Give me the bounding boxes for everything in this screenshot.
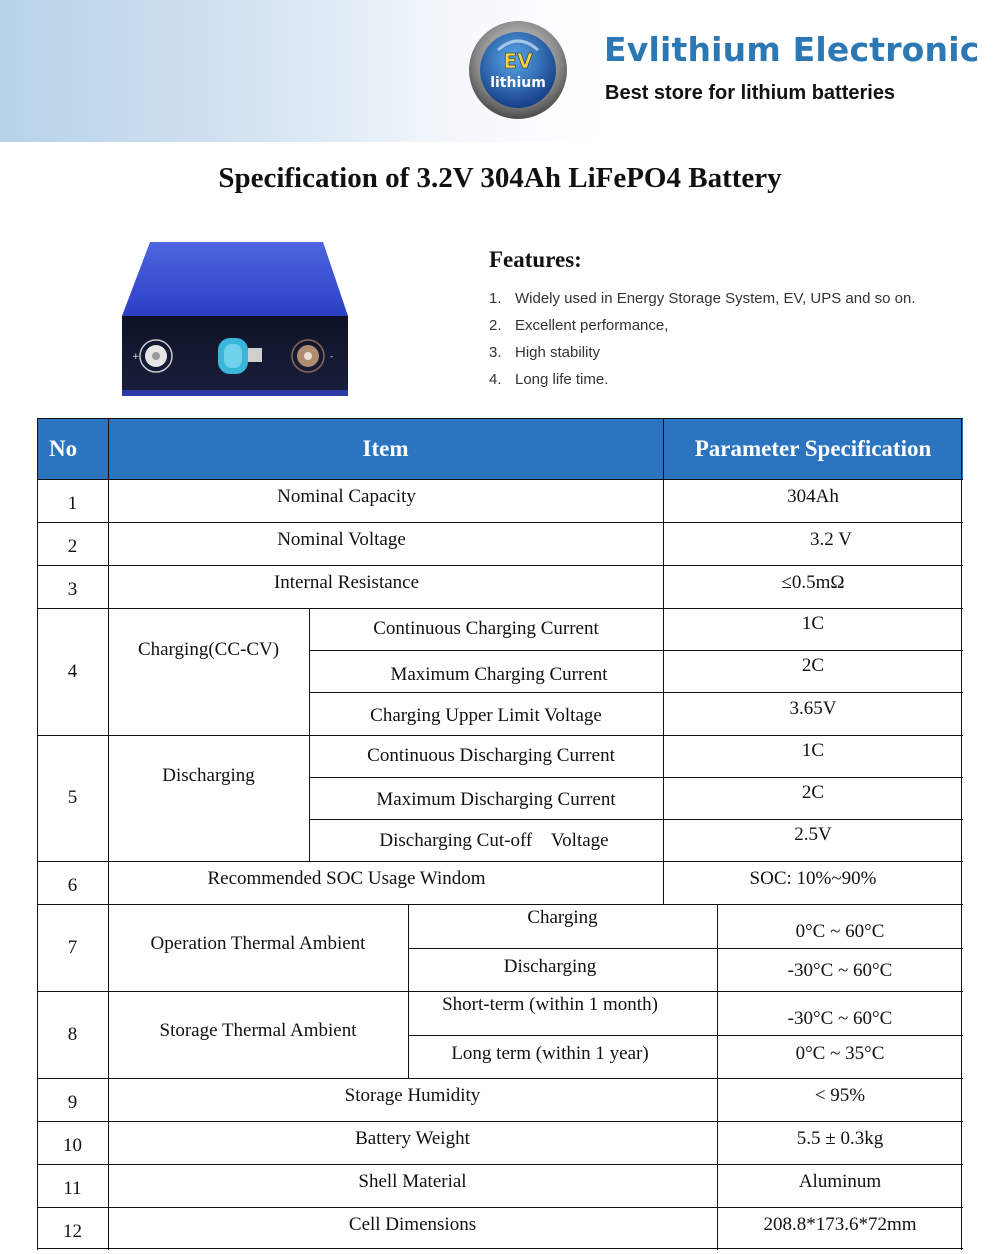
feature-text: Widely used in Energy Storage System, EV, UPS and so on.: [515, 290, 916, 307]
brand-tagline: Best store for lithium batteries: [605, 82, 896, 104]
table-rule: [408, 948, 963, 949]
brand-name: Evlithium Electronic: [604, 30, 980, 69]
row-value: 3.65V: [789, 697, 837, 719]
table-rule: [37, 904, 963, 905]
table-rule: [309, 777, 963, 778]
row-sub-item: Charging Upper Limit Voltage: [370, 704, 602, 726]
row-value: 2.5V: [794, 824, 832, 845]
feature-item: [489, 342, 916, 369]
table-rule: [37, 735, 963, 736]
row-value: 304Ah: [787, 485, 839, 507]
row-group-label: Discharging: [162, 765, 255, 786]
table-rule: [108, 418, 109, 1250]
features-list: [489, 288, 916, 396]
table-rule: [37, 479, 963, 480]
feature-number: 2.: [489, 317, 502, 334]
table-rule: [961, 418, 962, 1250]
table-rule: [37, 1078, 963, 1079]
row-item: Shell Material: [358, 1170, 467, 1192]
logo-text-ev: EV: [503, 49, 533, 73]
header-no: No: [37, 418, 108, 479]
row-sub-item: Continuous Discharging Current: [367, 745, 615, 766]
table-rule: [408, 904, 409, 1078]
row-value: 0°C ~ 35°C: [795, 1042, 885, 1064]
table-rule: [37, 418, 963, 419]
table-rule: [309, 608, 310, 861]
row-item: Battery Weight: [355, 1127, 470, 1149]
logo-text-lithium: lithium: [490, 75, 546, 91]
table-rule: [408, 1035, 963, 1036]
row-item: Recommended SOC Usage Windom: [207, 867, 486, 889]
row-no: 3: [67, 578, 78, 600]
row-sub-item: Long term (within 1 year): [451, 1042, 649, 1064]
row-value: -30°C ~ 60°C: [787, 959, 893, 981]
header-parameter: Parameter Specification: [663, 418, 963, 479]
feature-text: High stability: [515, 344, 601, 361]
header-banner: [0, 0, 1000, 142]
row-item: Internal Resistance: [273, 571, 420, 593]
row-value: 3.2 V: [810, 528, 852, 550]
table-rule: [309, 650, 963, 651]
row-value: < 95%: [814, 1084, 866, 1106]
feature-number: 3.: [489, 344, 502, 361]
battery-cell-image: [120, 240, 350, 400]
row-no: 8: [67, 1023, 78, 1045]
table-rule: [663, 418, 664, 904]
table-rule: [37, 608, 963, 609]
row-no: 6: [67, 874, 78, 896]
feature-number: 4.: [489, 371, 502, 388]
row-value: 5.5 ± 0.3kg: [796, 1127, 884, 1149]
table-rule: [37, 1164, 963, 1165]
row-item: Nominal Voltage: [277, 528, 406, 550]
feature-number: 1.: [489, 290, 502, 307]
table-rule: [37, 1121, 963, 1122]
table-rule: [717, 904, 718, 1250]
table-rule: [37, 861, 963, 862]
row-value: 1C: [801, 740, 825, 761]
document-title: Specification of 3.2V 304Ah LiFePO4 Battery: [218, 162, 782, 194]
header-item: Item: [108, 418, 663, 479]
row-item: Cell Dimensions: [348, 1213, 477, 1235]
row-no: 12: [63, 1220, 82, 1242]
table-rule: [37, 991, 963, 992]
feature-item: [489, 369, 916, 396]
row-item: Storage Humidity: [344, 1084, 481, 1106]
specification-table: [37, 418, 963, 1250]
feature-text: Long life time.: [515, 371, 609, 388]
row-item: Nominal Capacity: [277, 485, 416, 507]
plus-sign: +: [132, 352, 140, 362]
feature-text: Excellent performance,: [515, 317, 669, 334]
evlithium-logo: [468, 20, 568, 120]
row-group-label: Operation Thermal Ambient: [150, 932, 366, 954]
row-no: 9: [67, 1091, 78, 1113]
table-rule: [37, 1248, 963, 1249]
row-sub-item: Discharging: [503, 955, 597, 977]
row-no: 7: [67, 936, 78, 958]
row-no: 4: [67, 660, 78, 682]
features-heading: Features:: [489, 247, 582, 272]
row-value: ≤0.5mΩ: [781, 571, 845, 593]
row-group-label: Storage Thermal Ambient: [159, 1019, 357, 1041]
row-group-label: Charging(CC-CV): [137, 639, 280, 660]
row-value: 208.8*173.6*72mm: [763, 1213, 917, 1235]
row-value: 0°C ~ 60°C: [795, 921, 885, 942]
row-no: 5: [67, 787, 78, 808]
table-rule: [309, 692, 963, 693]
row-sub-item: Charging: [527, 907, 598, 928]
row-no: 2: [67, 535, 78, 557]
table-rule: [37, 418, 38, 1250]
table-rule: [37, 565, 963, 566]
row-value: 2C: [801, 655, 825, 676]
row-value: 2C: [801, 782, 825, 803]
row-no: 11: [63, 1177, 82, 1199]
row-value: SOC: 10%~90%: [749, 867, 877, 889]
table-rule: [37, 1207, 963, 1208]
row-value: Aluminum: [798, 1170, 882, 1192]
row-no: 10: [63, 1134, 82, 1156]
table-rule: [309, 819, 963, 820]
feature-item: [489, 288, 916, 315]
row-sub-item: Short-term (within 1 month): [442, 994, 658, 1015]
row-value: -30°C ~ 60°C: [787, 1008, 893, 1029]
table-rule: [37, 522, 963, 523]
feature-item: [489, 315, 916, 342]
row-sub-item: Discharging Cut-off Voltage: [379, 830, 609, 851]
row-sub-item: Maximum Discharging Current: [376, 789, 616, 810]
minus-sign: -: [330, 352, 334, 362]
row-sub-item: Maximum Charging Current: [390, 664, 608, 685]
row-value: 1C: [801, 613, 825, 634]
row-sub-item: Continuous Charging Current: [373, 618, 599, 639]
row-no: 1: [67, 492, 78, 514]
